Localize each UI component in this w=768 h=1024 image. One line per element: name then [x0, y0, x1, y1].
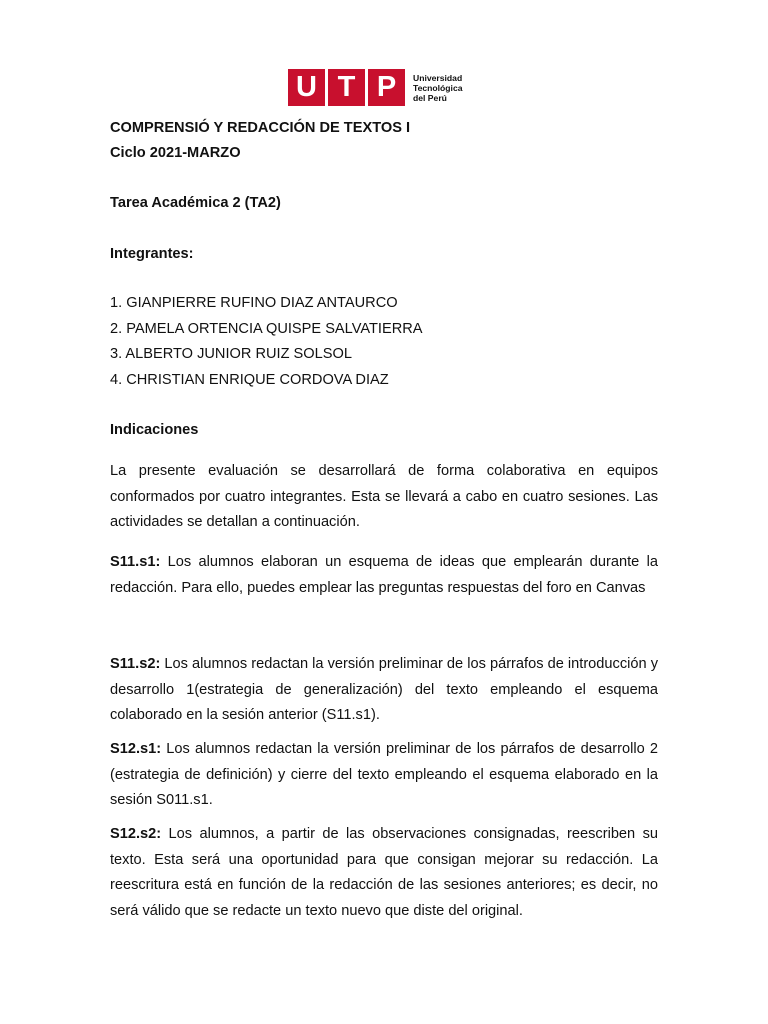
- session-text: Los alumnos redactan la versión preliminar de los párrafos de desarrollo 2 (estrategia de definición) y cierre del texto empleando el esquema elaborado en la sesión S011.s1.: [110, 741, 658, 809]
- members-label: Integrantes:: [110, 246, 194, 262]
- session-code: S12.s1:: [110, 741, 162, 757]
- session-text: Los alumnos elaboran un esquema de ideas que emplearán durante la redacción. Para ello, puedes emplear las preguntas respuestas del foro en Canvas: [110, 554, 658, 596]
- member-item: 3. ALBERTO JUNIOR RUIZ SOLSOL: [110, 346, 352, 363]
- session-s12-s2: [110, 822, 658, 924]
- members-list: [110, 291, 658, 393]
- session-s12-s1: [110, 737, 658, 814]
- cycle-label: Ciclo 2021-MARZO: [110, 145, 241, 161]
- session-code: S12.s2:: [110, 826, 162, 842]
- session-text: Los alumnos redactan la versión preliminar de los párrafos de introducción y desarrollo 1(estrategia de generalización) del texto empleando el esquema colaborado en la sesión anterior (S11.s1).: [110, 656, 658, 724]
- logo-letter-p: P: [368, 69, 405, 106]
- session-s11-s1: [110, 550, 658, 601]
- logo-university-name: [413, 73, 463, 103]
- session-s11-s2: [110, 652, 658, 729]
- logo-letter-u: U: [288, 69, 325, 106]
- utp-logo: [288, 69, 463, 106]
- course-title: COMPRENSIÓ Y REDACCIÓN DE TEXTOS I: [110, 120, 411, 136]
- member-item: 4. CHRISTIAN ENRIQUE CORDOVA DIAZ: [110, 371, 389, 388]
- instructions-intro: La presente evaluación se desarrollará de forma colaborativa en equipos conformados por cuatro integrantes. Esta se llevará a cabo en cuatro sesiones. Las actividades se detallan a continuación.: [110, 463, 658, 531]
- session-text: Los alumnos, a partir de las observaciones consignadas, reescriben su texto. Esta será una oportunidad para que consigan mejorar su redacción. La reescritura está en función de la redacción de las sesiones anteriores; es decir, no será válido que se redacte un texto nuevo que diste del original.: [110, 826, 658, 919]
- member-item: 2. PAMELA ORTENCIA QUISPE SALVATIERRA: [110, 320, 423, 337]
- logo-line-2: Tecnológica: [413, 82, 463, 93]
- session-code: S11.s2:: [110, 656, 161, 672]
- logo-line-1: Universidad: [413, 72, 463, 83]
- instructions-label: Indicaciones: [110, 422, 199, 438]
- task-title: Tarea Académica 2 (TA2): [110, 195, 281, 211]
- logo-line-3: del Perú: [413, 92, 447, 103]
- logo-letter-t: T: [328, 69, 365, 106]
- member-item: 1. GIANPIERRE RUFINO DIAZ ANTAURCO: [110, 295, 398, 311]
- session-code: S11.s1:: [110, 554, 161, 570]
